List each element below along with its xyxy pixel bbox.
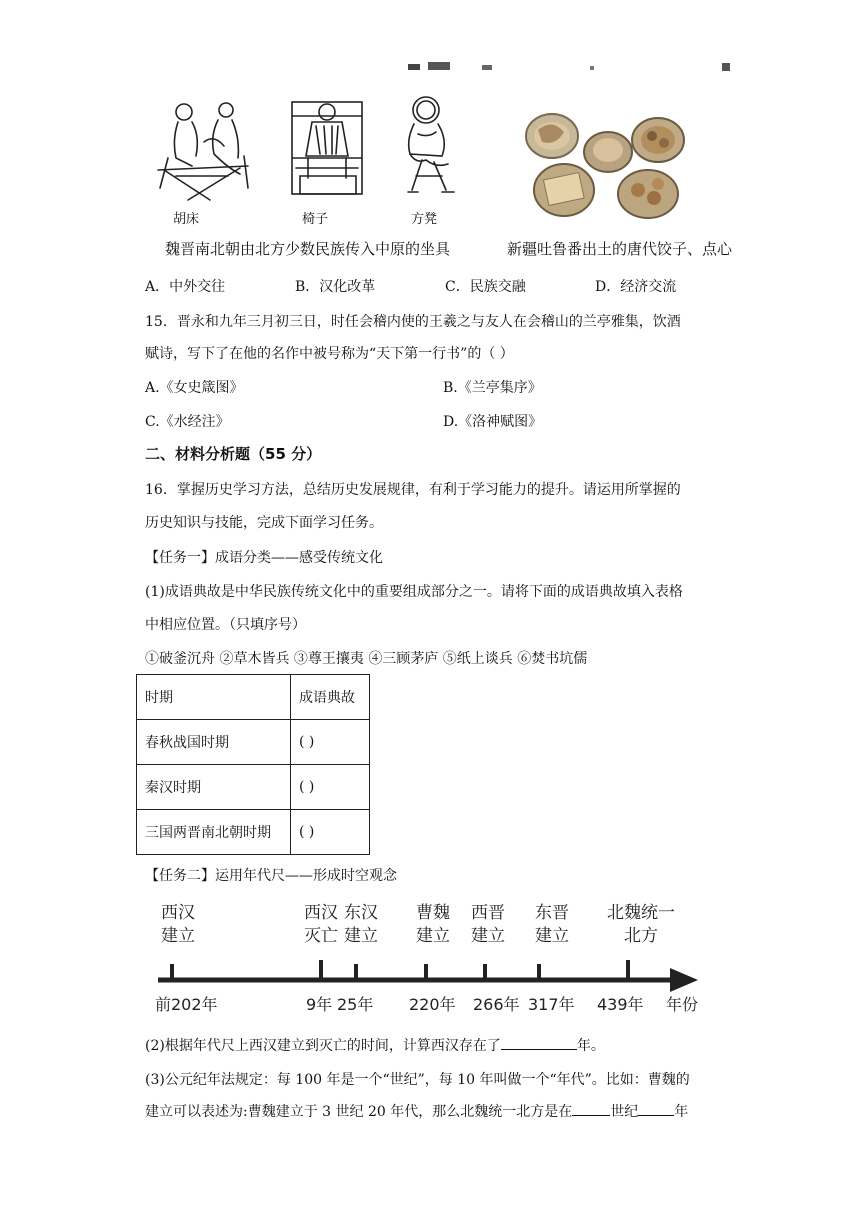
- table-row: [137, 765, 370, 810]
- q15-option-c[interactable]: C.《水经注》: [145, 414, 230, 430]
- event-label: 西汉 建立: [161, 903, 195, 946]
- sub1-line2: 中相应位置。（只填序号）: [145, 617, 306, 633]
- answer-blank-century[interactable]: [572, 1101, 610, 1116]
- chair-drawing-icon: [284, 96, 369, 200]
- event-label: 东晋 建立: [535, 903, 569, 946]
- answer-blank-decade[interactable]: [638, 1101, 674, 1116]
- q16-intro-line1: 16．掌握历史学习方法，总结历史发展规律，有利于学习能力的提升。请运用所掌握的: [145, 482, 681, 498]
- q14-option-c[interactable]: C．民族交融: [445, 279, 526, 295]
- event-label: 东汉 建立: [344, 903, 378, 946]
- year-label: 439年: [597, 995, 644, 1014]
- q15-option-d[interactable]: D.《洛神赋图》: [443, 414, 543, 430]
- caption-chair: 椅子: [302, 212, 329, 227]
- year-label: 25年: [337, 995, 374, 1014]
- header-idiom: 成语典故: [291, 675, 370, 720]
- huchuang-drawing-icon: [148, 96, 253, 204]
- year-label: 9年: [306, 995, 333, 1014]
- timeline-axis: [150, 956, 705, 996]
- sub3-line2: 建立可以表述为:曹魏建立于 3 世纪 20 年代，那么北魏统一北方是在 世纪 年: [145, 1101, 688, 1121]
- task1-title: 【任务一】成语分类——感受传统文化: [145, 550, 383, 566]
- cropped-top-fragments: [400, 60, 745, 74]
- year-label: 317年: [528, 995, 575, 1014]
- sub3-line1: (3)公元纪年法规定：每 100 年是一个“世纪”，每 10 年叫做一个“年代”。比如：曹魏的: [145, 1072, 690, 1088]
- year-label: 266年: [473, 995, 520, 1014]
- tang-dumplings-photo: [518, 110, 688, 222]
- period-cell: 秦汉时期: [137, 765, 291, 810]
- caption-stool: 方凳: [411, 212, 438, 227]
- sub2: (2)根据年代尺上西汉建立到灭亡的时间，计算西汉存在了 年。: [145, 1035, 605, 1055]
- table-header-row: [137, 675, 370, 720]
- period-cell: 春秋战国时期: [137, 720, 291, 765]
- caption-huchuang: 胡床: [173, 212, 200, 227]
- answer-cell[interactable]: ( ): [291, 720, 370, 765]
- q16-intro-line2: 历史知识与技能，完成下面学习任务。: [145, 515, 383, 531]
- square-stool-drawing-icon: [398, 94, 462, 202]
- year-label: 前202年: [155, 995, 218, 1014]
- idiom-table: [136, 674, 370, 855]
- event-label: 北魏统一 北方: [607, 903, 675, 946]
- q14-option-a[interactable]: A．中外交往: [145, 279, 226, 295]
- answer-cell[interactable]: ( ): [291, 765, 370, 810]
- sub1-line1: (1)成语典故是中华民族传统文化中的重要组成部分之一。请将下面的成语典故填入表格: [145, 584, 683, 600]
- table-row: [137, 810, 370, 855]
- header-period: 时期: [137, 675, 291, 720]
- axis-label: 年份: [666, 995, 699, 1014]
- caption-seating-furniture: 魏晋南北朝由北方少数民族传入中原的坐具: [165, 240, 451, 258]
- period-cell: 三国两晋南北朝时期: [137, 810, 291, 855]
- task2-title: 【任务二】运用年代尺——形成时空观念: [145, 868, 397, 884]
- q15-option-b[interactable]: B.《兰亭集序》: [443, 380, 542, 396]
- event-label: 西晋 建立: [471, 903, 505, 946]
- event-label: 西汉 灭亡: [304, 903, 338, 946]
- answer-cell[interactable]: ( ): [291, 810, 370, 855]
- q15-stem-line2: 赋诗，写下了在他的名作中被号称为“天下第一行书”的（ ）: [145, 346, 514, 362]
- q15-option-a[interactable]: A.《女史箴图》: [145, 380, 244, 396]
- idiom-list: ①破釜沉舟 ②草木皆兵 ③尊王攘夷 ④三顾茅庐 ⑤纸上谈兵 ⑥焚书坑儒: [145, 651, 588, 667]
- table-row: [137, 720, 370, 765]
- event-label: 曹魏 建立: [416, 903, 450, 946]
- answer-blank[interactable]: [501, 1035, 577, 1050]
- section-title: 二、材料分析题（55 分）: [145, 445, 322, 463]
- q15-stem-line1: 15．晋永和九年三月初三日，时任会稽内使的王羲之与友人在会稽山的兰亭雅集，饮酒: [145, 314, 681, 330]
- q14-option-b[interactable]: B．汉化改革: [295, 279, 376, 295]
- caption-tang-dumplings: 新疆吐鲁番出土的唐代饺子、点心: [507, 240, 733, 258]
- q14-option-d[interactable]: D．经济交流: [595, 279, 677, 295]
- year-label: 220年: [409, 995, 456, 1014]
